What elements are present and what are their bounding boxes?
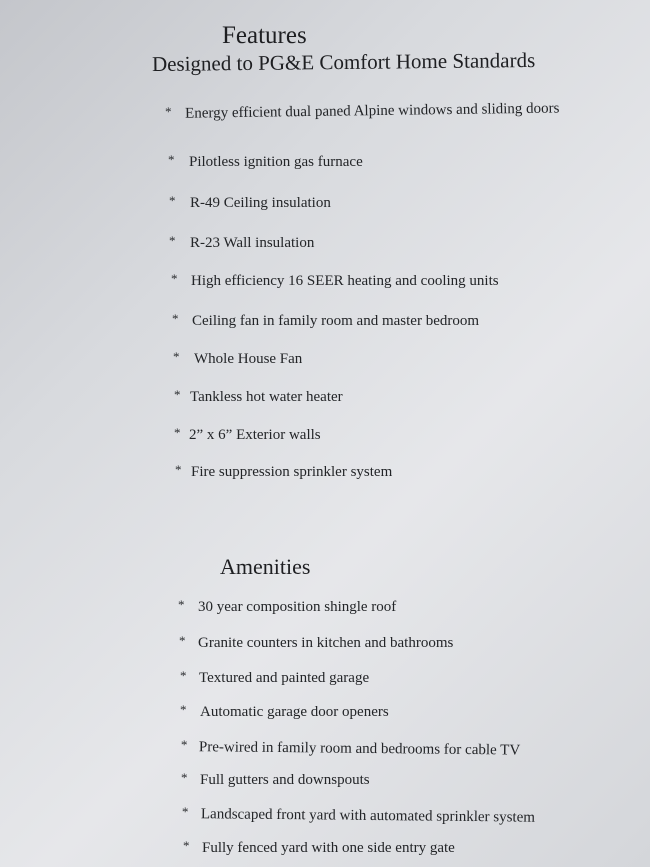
bullet-asterisk: * (179, 633, 186, 648)
feature-text: High efficiency 16 SEER heating and cooling units (191, 273, 499, 289)
amenity-text: 30 year composition shingle roof (198, 599, 397, 615)
feature-text: Ceiling fan in family room and master bedroom (192, 313, 480, 329)
bullet-asterisk: * (174, 425, 181, 440)
feature-text: Whole House Fan (194, 351, 303, 367)
feature-text: Energy efficient dual paned Alpine windows and sliding doors (184, 100, 560, 122)
amenity-text: Textured and painted garage (199, 670, 370, 686)
bullet-asterisk: * (175, 462, 182, 477)
features-heading: Features (222, 22, 307, 49)
amenity-text: Granite counters in kitchen and bathrooms (198, 635, 454, 651)
bullet-asterisk: * (164, 103, 172, 119)
feature-text: R-23 Wall insulation (190, 235, 315, 251)
bullet-asterisk: * (181, 804, 189, 820)
bullet-asterisk: * (180, 737, 188, 753)
bullet-asterisk: * (172, 311, 179, 326)
bullet-asterisk: * (183, 838, 190, 853)
feature-text: Pilotless ignition gas furnace (189, 154, 363, 170)
bullet-asterisk: * (181, 770, 188, 785)
bullet-asterisk: * (180, 702, 187, 717)
amenities-heading: Amenities (220, 554, 311, 579)
bullet-asterisk: * (169, 233, 176, 248)
bullet-asterisk: * (178, 597, 185, 612)
bullet-asterisk: * (180, 668, 187, 683)
amenity-text: Pre-wired in family room and bedrooms for cable TV (198, 739, 521, 759)
feature-text: Tankless hot water heater (190, 389, 343, 405)
bullet-asterisk: * (171, 271, 178, 286)
feature-text: 2” x 6” Exterior walls (189, 427, 321, 443)
amenity-text: Full gutters and downspouts (200, 772, 370, 788)
amenity-text: Fully fenced yard with one side entry gate (202, 840, 455, 856)
feature-text: Fire suppression sprinkler system (191, 464, 393, 480)
feature-text: R-49 Ceiling insulation (190, 195, 331, 211)
bullet-asterisk: * (169, 193, 176, 208)
bullet-asterisk: * (173, 349, 180, 364)
features-subheading: Designed to PG&E Comfort Home Standards (151, 47, 536, 76)
amenity-text: Landscaped front yard with automated sprinkler system (200, 806, 536, 826)
bullet-asterisk: * (168, 152, 175, 167)
bullet-asterisk: * (174, 387, 181, 402)
amenity-text: Automatic garage door openers (200, 704, 389, 720)
